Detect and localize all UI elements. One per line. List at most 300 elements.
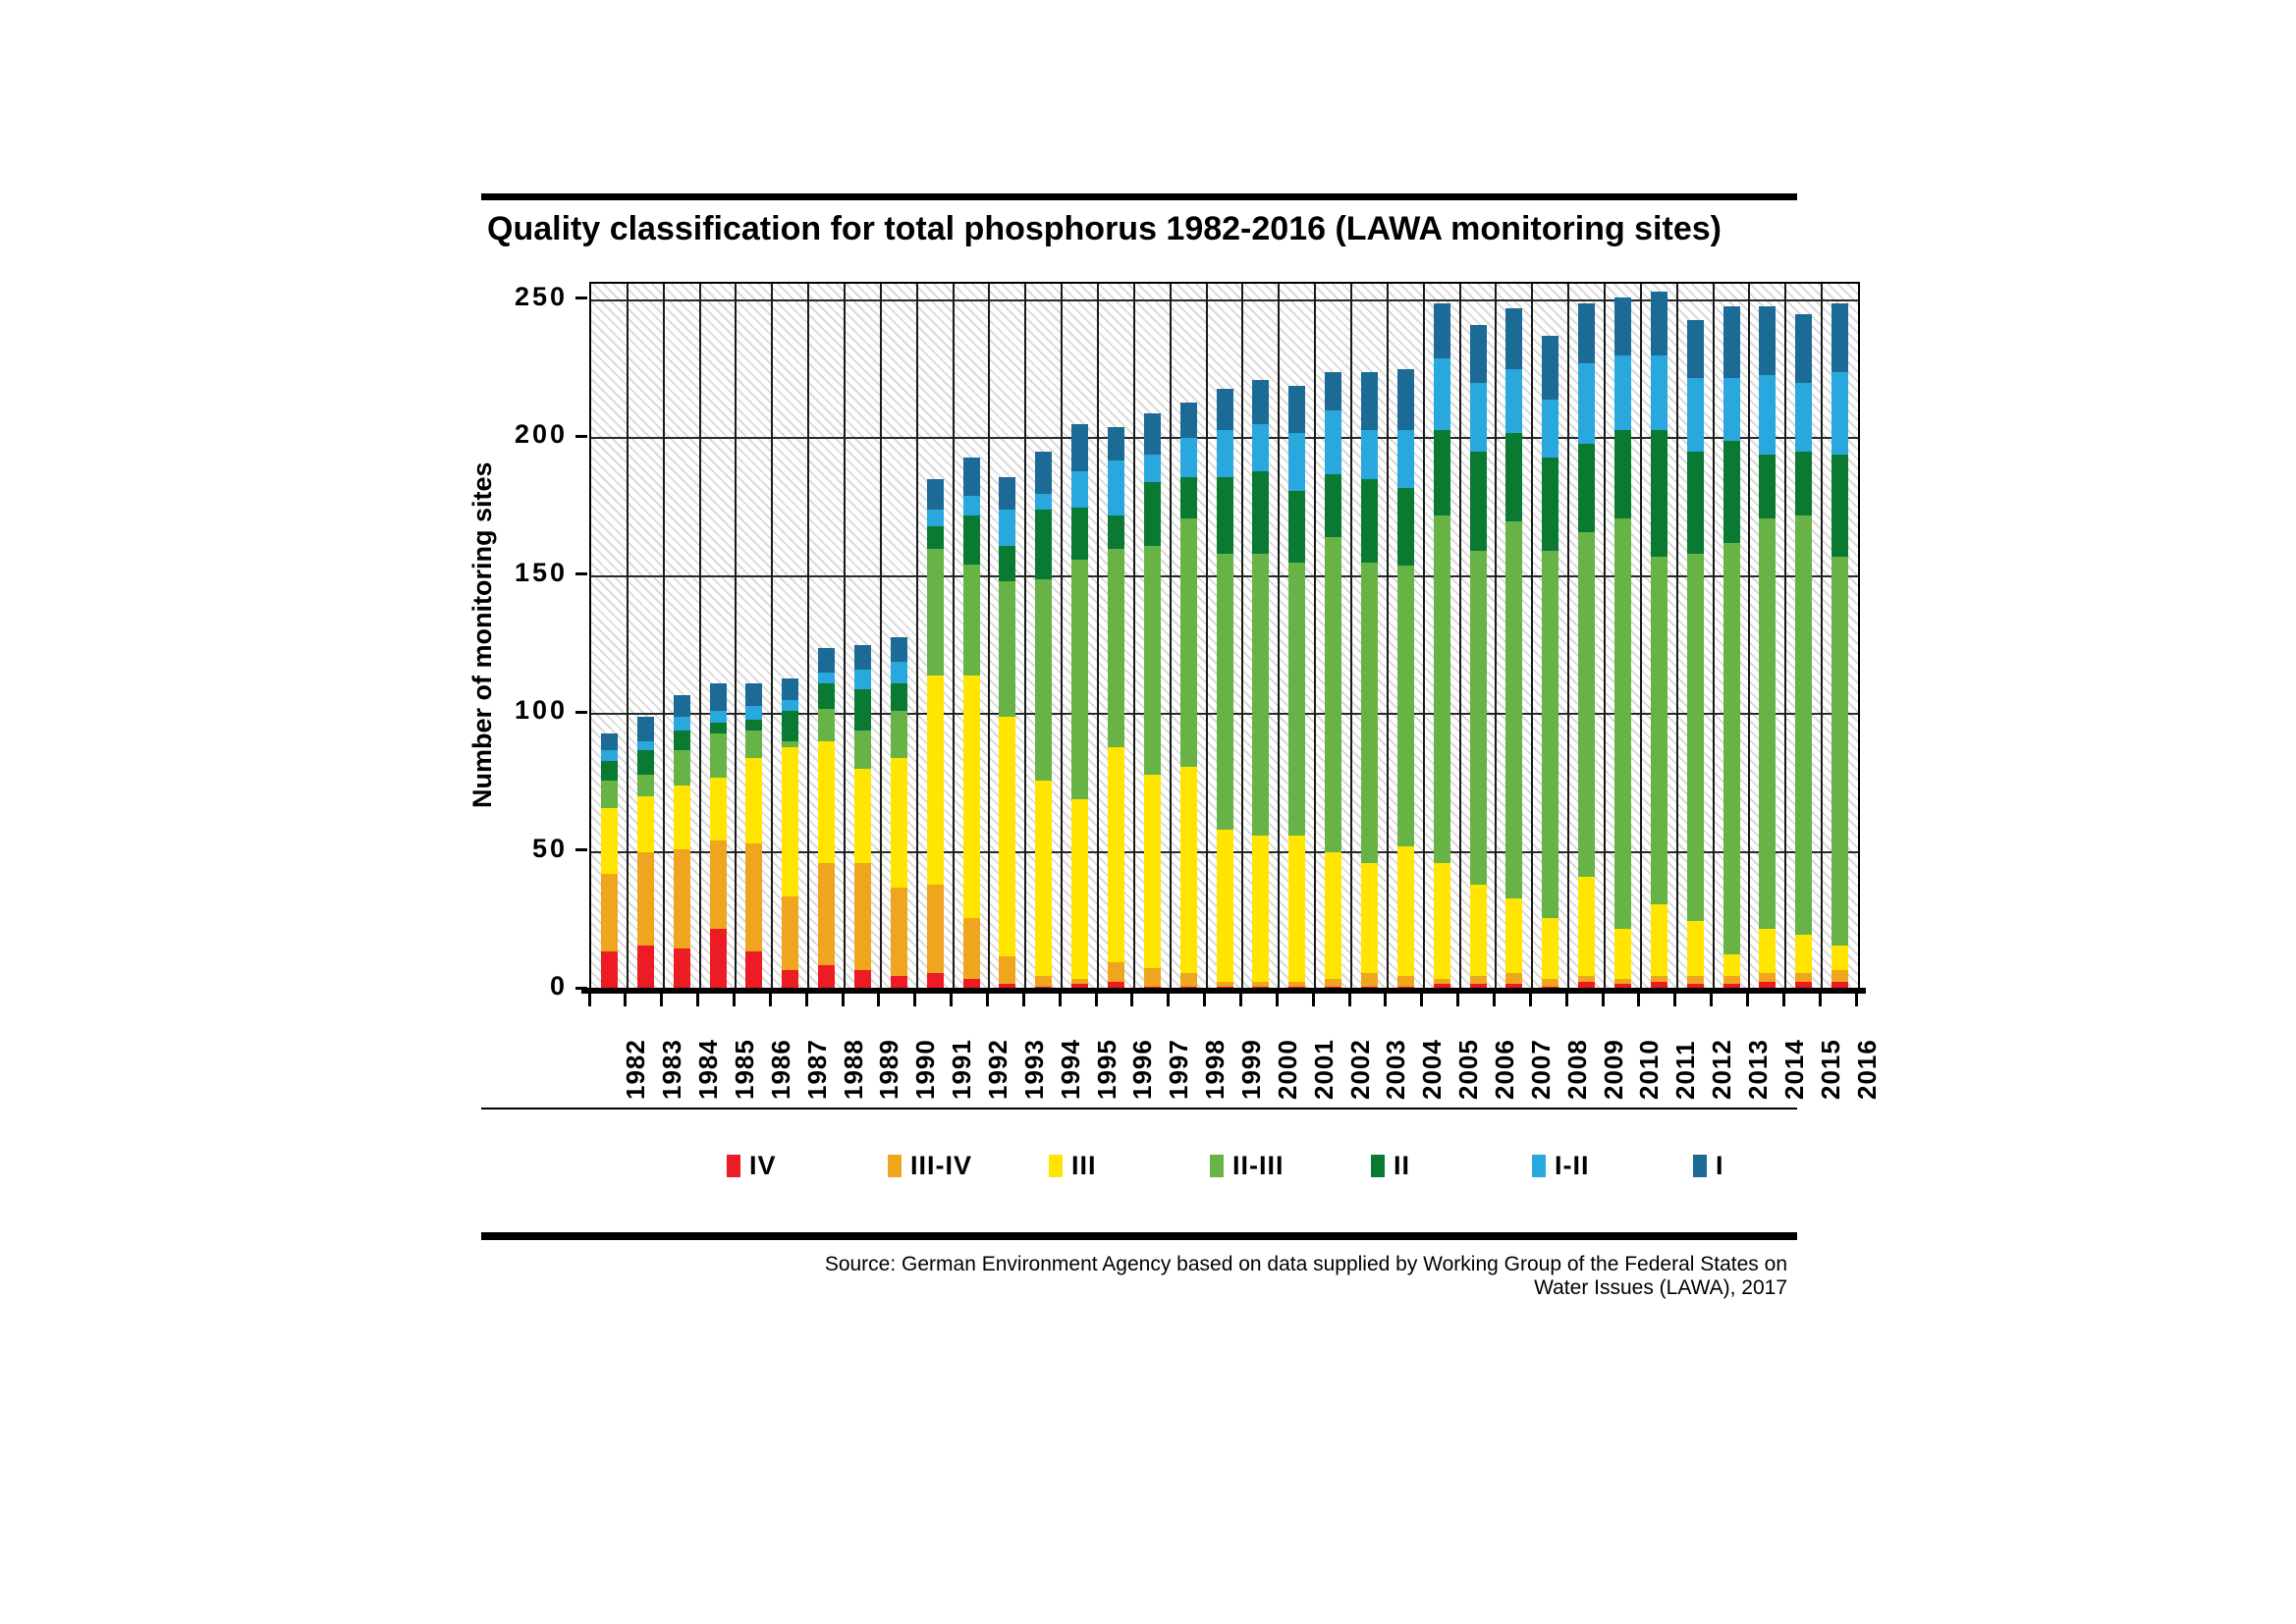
bar-segment-I-II-2013 [1723, 378, 1740, 442]
legend-swatch-IV [727, 1155, 740, 1177]
bar-segment-I-II-1995 [1071, 471, 1088, 508]
x-tick [1637, 994, 1640, 1006]
bar-1985 [710, 683, 727, 990]
bar-segment-II-III-2008 [1542, 551, 1558, 918]
legend-item-II-III [1210, 1151, 1285, 1181]
x-label-2007: 2007 [1525, 1039, 1556, 1100]
bar-2006 [1470, 325, 1487, 990]
bar-segment-I-II-2000 [1252, 424, 1269, 471]
x-label-2001: 2001 [1308, 1039, 1339, 1100]
column-separator [1676, 284, 1678, 990]
bar-segment-II-2007 [1505, 433, 1522, 521]
y-label-200: 200 [514, 419, 568, 450]
bar-segment-I-1986 [745, 683, 762, 705]
bar-segment-III-IV-2004 [1397, 976, 1414, 987]
bar-segment-III-1991 [927, 676, 944, 885]
bar-segment-I-II-1997 [1144, 455, 1161, 482]
bar-segment-III-2003 [1361, 863, 1378, 973]
bar-segment-I-II-2016 [1831, 372, 1848, 455]
bar-segment-III-IV-2002 [1325, 979, 1341, 987]
bar-segment-III-1983 [637, 796, 654, 851]
bar-segment-II-III-1986 [745, 731, 762, 758]
bar-segment-I-2003 [1361, 372, 1378, 430]
bar-segment-II-1999 [1217, 477, 1233, 555]
bar-segment-III-IV-2007 [1505, 973, 1522, 984]
bar-segment-II-III-2005 [1434, 515, 1450, 863]
bar-segment-III-2011 [1651, 904, 1667, 976]
bar-segment-I-II-2001 [1288, 433, 1305, 491]
bar-segment-II-1991 [927, 526, 944, 548]
x-label-2011: 2011 [1670, 1040, 1701, 1100]
bar-segment-III-2001 [1288, 836, 1305, 982]
legend-item-III-IV [888, 1151, 972, 1181]
bar-segment-II-III-2001 [1288, 563, 1305, 836]
column-separator [699, 284, 701, 990]
bar-segment-I-2013 [1723, 306, 1740, 378]
bar-segment-III-IV-1998 [1180, 973, 1197, 987]
bar-segment-II-III-2000 [1252, 554, 1269, 835]
bar-segment-II-2001 [1288, 491, 1305, 563]
x-label-1994: 1994 [1055, 1039, 1085, 1100]
bar-segment-III-2016 [1831, 946, 1848, 970]
x-tick [1746, 994, 1749, 1006]
x-label-1989: 1989 [874, 1039, 904, 1100]
bar-segment-I-II-1993 [999, 510, 1015, 546]
bar-segment-IV-1986 [745, 951, 762, 990]
bar-2011 [1651, 292, 1667, 990]
bar-segment-II-1995 [1071, 508, 1088, 560]
bar-segment-III-2012 [1687, 921, 1704, 976]
bar-segment-I-2008 [1542, 336, 1558, 400]
bar-segment-III-2006 [1470, 885, 1487, 976]
bar-segment-III-2004 [1397, 846, 1414, 976]
x-tick [1239, 994, 1242, 1006]
bar-segment-II-III-1984 [674, 750, 690, 786]
y-label-0: 0 [549, 971, 568, 1001]
bar-segment-I-1996 [1108, 427, 1124, 460]
x-tick [1855, 994, 1858, 1006]
x-tick [1203, 994, 1206, 1006]
x-label-2002: 2002 [1344, 1039, 1375, 1100]
x-label-2006: 2006 [1490, 1039, 1519, 1100]
column-separator [735, 284, 737, 990]
bar-segment-I-II-2004 [1397, 430, 1414, 488]
bar-segment-I-2016 [1831, 303, 1848, 372]
bar-segment-I-1985 [710, 683, 727, 711]
x-tick [805, 994, 808, 1006]
column-separator [1821, 284, 1823, 990]
bar-segment-II-2011 [1651, 430, 1667, 557]
column-separator [1748, 284, 1750, 990]
bar-2009 [1578, 303, 1595, 990]
column-separator [1024, 284, 1026, 990]
bar-segment-III-2013 [1723, 954, 1740, 976]
bar-segment-II-III-1995 [1071, 560, 1088, 799]
column-separator [1061, 284, 1063, 990]
legend-label-IV: IV [749, 1151, 777, 1180]
bar-segment-II-III-2011 [1651, 557, 1667, 904]
bar-segment-I-1990 [891, 637, 907, 662]
bar-segment-III-IV-1990 [891, 888, 907, 976]
bar-2013 [1723, 306, 1740, 990]
bar-segment-II-III-2014 [1759, 518, 1776, 929]
bar-segment-III-2008 [1542, 918, 1558, 979]
bar-1987 [782, 678, 798, 990]
bar-segment-I-II-2008 [1542, 400, 1558, 458]
bar-1986 [745, 683, 762, 990]
bar-segment-II-III-1994 [1035, 579, 1052, 781]
bar-segment-II-III-1982 [601, 781, 618, 808]
x-tick [1312, 994, 1315, 1006]
legend-item-II [1371, 1151, 1410, 1181]
bar-segment-I-II-1990 [891, 662, 907, 683]
bar-segment-II-2009 [1578, 444, 1595, 532]
bar-segment-II-III-2013 [1723, 543, 1740, 953]
bar-segment-I-II-2012 [1687, 378, 1704, 453]
legend-label-II: II [1394, 1151, 1411, 1180]
bar-segment-II-III-2015 [1795, 515, 1812, 935]
bar-segment-I-II-1985 [710, 711, 727, 722]
y-tick-250 [575, 297, 587, 299]
bar-segment-III-IV-1997 [1144, 968, 1161, 988]
bar-segment-II-2000 [1252, 471, 1269, 554]
bar-segment-II-2008 [1542, 458, 1558, 551]
x-tick [1059, 994, 1062, 1006]
bar-segment-III-IV-1985 [710, 840, 727, 929]
legend-item-I-II [1532, 1151, 1590, 1181]
bar-segment-I-1995 [1071, 424, 1088, 471]
bar-segment-III-IV-2008 [1542, 979, 1558, 987]
x-tick [1565, 994, 1568, 1006]
bar-segment-III-1982 [601, 808, 618, 874]
bar-segment-III-2002 [1325, 852, 1341, 979]
bar-segment-I-1999 [1217, 389, 1233, 430]
column-separator [953, 284, 955, 990]
x-label-2003: 2003 [1381, 1039, 1411, 1100]
bar-segment-II-III-2007 [1505, 521, 1522, 899]
bar-segment-II-III-2016 [1831, 557, 1848, 946]
legend-swatch-I [1693, 1155, 1707, 1177]
x-label-1986: 1986 [765, 1039, 795, 1100]
bar-2008 [1542, 336, 1558, 990]
x-tick [950, 994, 953, 1006]
bar-segment-IV-1984 [674, 948, 690, 990]
x-tick [769, 994, 772, 1006]
bar-segment-III-1984 [674, 785, 690, 849]
x-label-1985: 1985 [730, 1039, 759, 1100]
bottom-rule [481, 1232, 1797, 1240]
bar-segment-III-2015 [1795, 935, 1812, 973]
x-tick [1819, 994, 1822, 1006]
legend-swatch-I-II [1532, 1155, 1546, 1177]
x-label-2012: 2012 [1707, 1039, 1737, 1100]
x-tick [733, 994, 736, 1006]
bar-2003 [1361, 372, 1378, 990]
bar-segment-III-IV-1987 [782, 896, 798, 971]
legend-swatch-II [1371, 1155, 1385, 1177]
bar-segment-II-2014 [1759, 455, 1776, 518]
bar-segment-II-2005 [1434, 430, 1450, 515]
x-label-1996: 1996 [1127, 1039, 1158, 1100]
bar-segment-II-III-1989 [854, 731, 871, 769]
column-separator [880, 284, 882, 990]
bar-2004 [1397, 369, 1414, 990]
bar-1996 [1108, 427, 1124, 990]
bar-segment-III-2000 [1252, 836, 1269, 982]
x-label-1984: 1984 [693, 1039, 724, 1100]
column-separator [1314, 284, 1316, 990]
bar-segment-III-IV-2014 [1759, 973, 1776, 981]
bar-segment-IV-1983 [637, 946, 654, 990]
bar-segment-III-2009 [1578, 877, 1595, 976]
bar-2002 [1325, 372, 1341, 990]
bar-segment-I-1982 [601, 733, 618, 750]
x-tick [588, 994, 591, 1006]
x-tick [1493, 994, 1496, 1006]
bar-segment-II-1984 [674, 731, 690, 750]
bar-1988 [818, 648, 835, 990]
column-separator [807, 284, 809, 990]
legend-label-III: III [1071, 1151, 1097, 1180]
bar-segment-III-IV-2015 [1795, 973, 1812, 981]
bar-segment-I-II-1988 [818, 673, 835, 683]
bar-segment-III-2014 [1759, 929, 1776, 973]
bar-segment-I-1987 [782, 678, 798, 700]
legend-label-II-III: II-III [1232, 1151, 1285, 1180]
legend-item-IV [727, 1151, 777, 1181]
x-label-2015: 2015 [1815, 1039, 1845, 1100]
column-separator [1531, 284, 1533, 990]
bar-segment-II-1993 [999, 546, 1015, 582]
bar-1999 [1217, 389, 1233, 990]
legend-swatch-III [1049, 1155, 1063, 1177]
bar-segment-II-III-1985 [710, 733, 727, 778]
bar-segment-II-III-1992 [963, 565, 980, 675]
bar-segment-I-II-1989 [854, 670, 871, 689]
bar-segment-I-II-1984 [674, 717, 690, 731]
bar-segment-I-2006 [1470, 325, 1487, 383]
x-label-1992: 1992 [983, 1039, 1012, 1100]
x-tick [1529, 994, 1532, 1006]
y-tick-50 [575, 848, 587, 851]
x-label-1983: 1983 [657, 1039, 687, 1100]
bar-segment-III-IV-1994 [1035, 976, 1052, 987]
column-separator [988, 284, 990, 990]
bar-segment-III-IV-1992 [963, 918, 980, 979]
bar-segment-I-2015 [1795, 314, 1812, 383]
bar-segment-II-1997 [1144, 482, 1161, 546]
bar-segment-II-2015 [1795, 452, 1812, 515]
gridline-250 [591, 299, 1858, 301]
bar-segment-III-IV-1982 [601, 874, 618, 951]
bar-segment-I-1997 [1144, 413, 1161, 455]
bar-segment-II-2013 [1723, 441, 1740, 543]
column-separator [1170, 284, 1172, 990]
x-tick [696, 994, 699, 1006]
x-label-2010: 2010 [1634, 1039, 1665, 1100]
source-text: Source: German Environment Agency based on data supplied by Working Group of the Federal States on Water Issues (LAWA), 2017 [824, 1253, 1787, 1299]
column-separator [1278, 284, 1280, 990]
bar-segment-I-2002 [1325, 372, 1341, 410]
x-tick [1022, 994, 1025, 1006]
bar-segment-II-III-1996 [1108, 549, 1124, 747]
bar-1990 [891, 637, 907, 990]
bar-segment-I-II-2014 [1759, 375, 1776, 455]
top-rule [481, 193, 1797, 200]
column-separator [627, 284, 629, 990]
bar-segment-II-III-2002 [1325, 537, 1341, 851]
x-label-1982: 1982 [621, 1039, 651, 1100]
bar-segment-II-III-1988 [818, 709, 835, 742]
bar-segment-I-II-1982 [601, 750, 618, 761]
bar-segment-II-III-2012 [1687, 554, 1704, 921]
bar-segment-I-II-2006 [1470, 383, 1487, 452]
column-separator [1784, 284, 1786, 990]
bar-segment-I-II-2010 [1614, 355, 1631, 430]
bar-segment-I-II-1992 [963, 496, 980, 515]
x-tick [1130, 994, 1133, 1006]
bar-segment-I-2014 [1759, 306, 1776, 375]
bar-segment-III-1994 [1035, 781, 1052, 976]
bar-segment-III-IV-1986 [745, 843, 762, 951]
bar-segment-IV-1982 [601, 951, 618, 990]
column-separator [1097, 284, 1099, 990]
bar-segment-I-2001 [1288, 386, 1305, 433]
bar-1982 [601, 733, 618, 990]
bar-segment-III-1989 [854, 769, 871, 862]
bar-1992 [963, 458, 980, 990]
bar-segment-III-IV-2003 [1361, 973, 1378, 987]
bar-segment-I-II-1986 [745, 706, 762, 720]
bar-segment-II-1982 [601, 761, 618, 781]
column-separator [1567, 284, 1569, 990]
bar-2012 [1687, 320, 1704, 990]
x-tick [842, 994, 845, 1006]
bar-segment-II-1987 [782, 711, 798, 741]
bar-segment-III-1996 [1108, 747, 1124, 962]
bar-segment-II-2003 [1361, 479, 1378, 562]
bar-2005 [1434, 303, 1450, 990]
legend-item-III [1049, 1151, 1097, 1181]
bar-segment-II-III-1999 [1217, 554, 1233, 830]
bar-segment-I-II-1996 [1108, 460, 1124, 515]
x-label-2014: 2014 [1778, 1039, 1809, 1100]
bar-segment-III-1999 [1217, 830, 1233, 981]
bar-segment-I-2004 [1397, 369, 1414, 430]
y-tick-0 [575, 987, 587, 990]
bar-segment-III-2007 [1505, 898, 1522, 973]
y-axis-title: Number of monitoring sites [467, 461, 497, 808]
column-separator [916, 284, 918, 990]
bar-2016 [1831, 303, 1848, 990]
column-separator [844, 284, 846, 990]
bar-segment-II-1998 [1180, 477, 1197, 518]
bar-segment-II-1988 [818, 683, 835, 708]
bar-segment-I-2009 [1578, 303, 1595, 364]
y-label-150: 150 [514, 557, 568, 587]
x-tick [1782, 994, 1785, 1006]
bar-segment-II-1994 [1035, 510, 1052, 578]
bar-segment-II-III-1991 [927, 549, 944, 676]
x-tick [1673, 994, 1676, 1006]
y-tick-200 [575, 435, 587, 438]
bar-segment-II-III-2006 [1470, 551, 1487, 885]
x-label-1987: 1987 [801, 1039, 832, 1100]
bar-segment-III-IV-1984 [674, 849, 690, 948]
bar-2010 [1614, 298, 1631, 990]
bar-2015 [1795, 314, 1812, 990]
legend-top-rule [481, 1108, 1797, 1110]
x-label-1993: 1993 [1018, 1039, 1049, 1100]
x-tick [1420, 994, 1423, 1006]
bar-segment-III-2010 [1614, 929, 1631, 979]
bar-2007 [1505, 308, 1522, 990]
bar-segment-III-IV-2006 [1470, 976, 1487, 984]
bar-segment-I-II-1987 [782, 700, 798, 711]
y-label-50: 50 [531, 833, 568, 863]
column-separator [1206, 284, 1208, 990]
bar-segment-I-II-2015 [1795, 383, 1812, 452]
x-label-1995: 1995 [1091, 1039, 1121, 1100]
bar-segment-I-II-2007 [1505, 369, 1522, 433]
x-label-1999: 1999 [1236, 1039, 1266, 1100]
bar-segment-II-III-1983 [637, 775, 654, 796]
bar-1995 [1071, 424, 1088, 990]
bar-segment-I-2012 [1687, 320, 1704, 378]
bar-segment-I-1989 [854, 645, 871, 670]
bar-segment-III-IV-2016 [1831, 970, 1848, 981]
y-tick-100 [575, 711, 587, 714]
bar-segment-I-II-2005 [1434, 358, 1450, 430]
bar-segment-II-2006 [1470, 452, 1487, 551]
x-label-2016: 2016 [1851, 1039, 1882, 1100]
column-separator [1495, 284, 1497, 990]
x-label-2004: 2004 [1417, 1039, 1448, 1100]
bar-segment-III-1985 [710, 778, 727, 841]
bar-1989 [854, 645, 871, 990]
bar-segment-II-1983 [637, 750, 654, 775]
y-label-100: 100 [514, 695, 568, 726]
x-tick [1602, 994, 1605, 1006]
chart-title: Quality classification for total phosphorus 1982-2016 (LAWA monitoring sites) [487, 210, 1722, 247]
bar-segment-II-1985 [710, 723, 727, 733]
bar-segment-I-II-2003 [1361, 430, 1378, 480]
bar-segment-II-1989 [854, 689, 871, 731]
column-separator [1604, 284, 1606, 990]
bar-segment-III-1987 [782, 747, 798, 896]
column-separator [1241, 284, 1243, 990]
bar-segment-II-2002 [1325, 474, 1341, 538]
bar-segment-II-2012 [1687, 452, 1704, 554]
bar-segment-II-2010 [1614, 430, 1631, 518]
bar-segment-II-III-2009 [1578, 532, 1595, 877]
x-tick [1348, 994, 1351, 1006]
x-tick [1710, 994, 1713, 1006]
x-tick [1167, 994, 1170, 1006]
bar-1997 [1144, 413, 1161, 990]
x-label-1997: 1997 [1164, 1039, 1194, 1100]
x-label-1998: 1998 [1200, 1039, 1230, 1100]
bar-segment-II-III-2004 [1397, 566, 1414, 846]
bar-segment-I-II-1998 [1180, 438, 1197, 476]
bar-segment-I-1991 [927, 479, 944, 510]
column-separator [1350, 284, 1352, 990]
bar-segment-I-1993 [999, 477, 1015, 511]
legend-item-I [1693, 1151, 1724, 1181]
column-separator [663, 284, 665, 990]
bar-segment-I-1994 [1035, 452, 1052, 493]
x-label-2000: 2000 [1272, 1039, 1302, 1100]
